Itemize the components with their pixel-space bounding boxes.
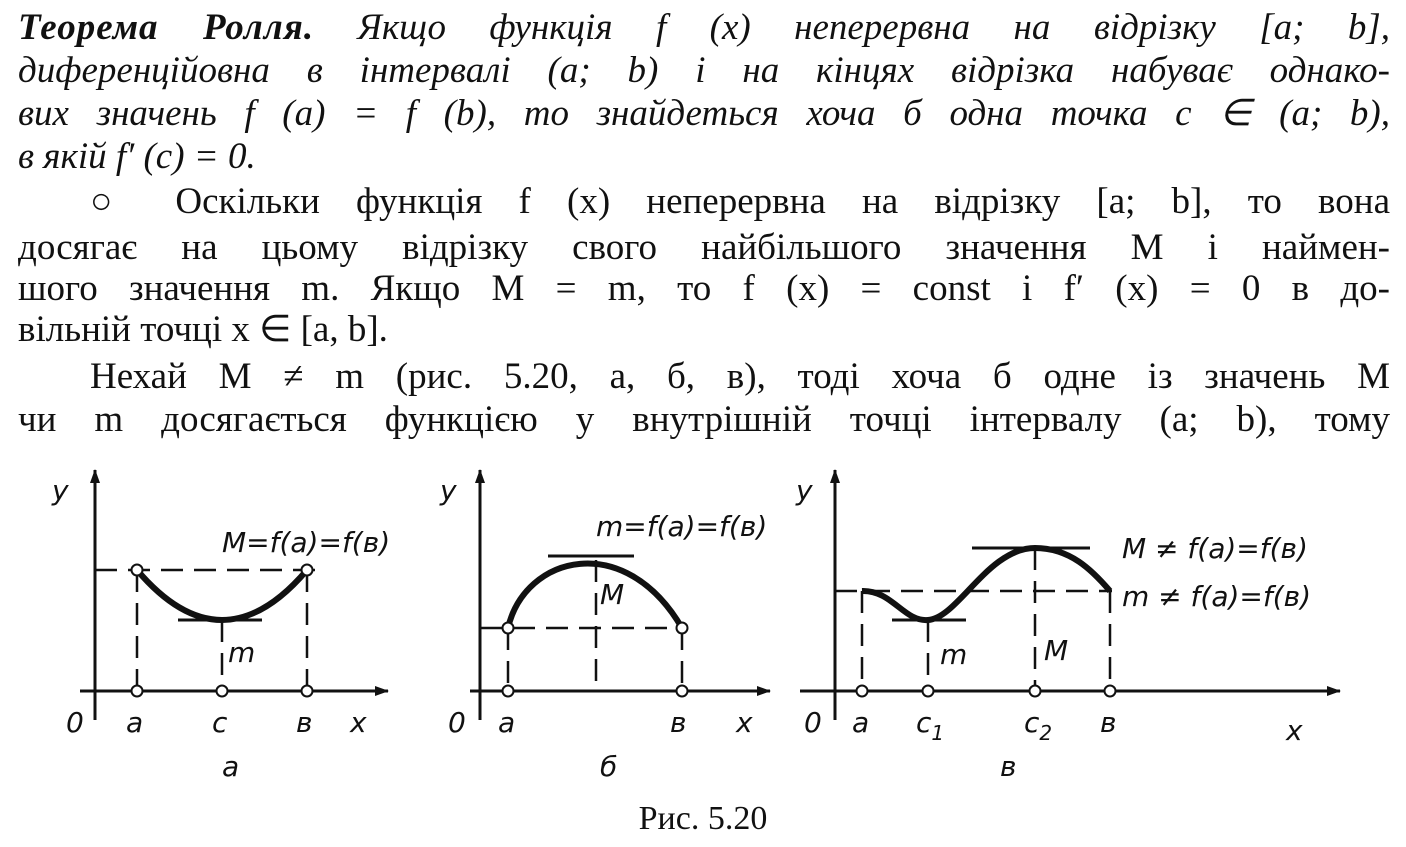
x-label: x bbox=[350, 706, 367, 739]
point bbox=[132, 565, 143, 576]
theorem-text-1: Якщо функція f (x) неперервна на відрізку [a; b], bbox=[357, 7, 1391, 48]
m-label: m bbox=[228, 636, 256, 669]
point bbox=[857, 686, 868, 697]
c-label: c bbox=[212, 706, 228, 739]
eq-label: m=f(a)=f(в) bbox=[596, 510, 768, 543]
proof-line-6: чи m досягається функцією у внутрішній точці інтервалу (a; b), тому bbox=[18, 399, 1390, 440]
x-label: x bbox=[1286, 714, 1303, 747]
curve-a bbox=[137, 570, 307, 620]
point bbox=[677, 623, 688, 634]
y-label: y bbox=[52, 474, 69, 507]
point bbox=[302, 686, 313, 697]
proof-line-3: шого значення m. Якщо M = m, то f (x) = const і f′ (x) = 0 в до- bbox=[18, 268, 1390, 309]
curve-c bbox=[862, 548, 1110, 620]
point bbox=[1105, 686, 1116, 697]
max-label: M bbox=[1044, 634, 1069, 667]
point bbox=[503, 686, 514, 697]
proof-line-4: вільній точці x ∈ [a, b]. bbox=[18, 309, 388, 350]
point bbox=[1030, 686, 1041, 697]
b-label: в bbox=[296, 706, 313, 739]
panel-a bbox=[80, 470, 391, 720]
point bbox=[923, 686, 934, 697]
theorem-line-2: диференційовна в інтервалі (a; b) і на кінцях відрізка набуває однако- bbox=[18, 50, 1390, 91]
c2-label: $c_2$ bbox=[1024, 706, 1053, 745]
c1-label: $c_1$ bbox=[916, 706, 945, 745]
b-label: в bbox=[670, 706, 687, 739]
point bbox=[132, 686, 143, 697]
point bbox=[217, 686, 228, 697]
theorem-title: Теорема Ролля. bbox=[18, 7, 315, 48]
proof-line-5: Нехай M ≠ m (рис. 5.20, a, б, в), тоді хоча б одне із значень M bbox=[90, 356, 1390, 397]
a-label: a bbox=[498, 706, 516, 739]
origin-label: 0 bbox=[804, 706, 822, 739]
max-eq-label: M ≠ f(a)=f(в) bbox=[1122, 532, 1308, 565]
m-label: m bbox=[940, 638, 968, 671]
theorem-line-4: в якій f′ (c) = 0. bbox=[18, 136, 256, 177]
proof-line-1: ○ Оскільки функція f (x) неперервна на відрізку [a; b], то вона bbox=[90, 181, 1390, 222]
y-label: y bbox=[440, 474, 457, 507]
figure-caption: Рис. 5.20 bbox=[638, 800, 768, 837]
panel-label: а bbox=[222, 750, 240, 783]
point bbox=[503, 623, 514, 634]
theorem-line-3: вих значень f (a) = f (b), то знайдеться хоча б одна точка c ∈ (a; b), bbox=[18, 93, 1390, 134]
a-label: a bbox=[852, 706, 870, 739]
eq-label: M=f(a)=f(в) bbox=[222, 526, 391, 559]
b-label: в bbox=[1100, 706, 1117, 739]
origin-label: 0 bbox=[448, 706, 466, 739]
panel-label: в bbox=[1000, 750, 1017, 783]
min-eq-label: m ≠ f(a)=f(в) bbox=[1122, 580, 1312, 613]
x-label: x bbox=[736, 706, 753, 739]
panel-label: б bbox=[600, 750, 618, 783]
origin-label: 0 bbox=[66, 706, 84, 739]
point bbox=[677, 686, 688, 697]
y-label: y bbox=[796, 474, 813, 507]
point bbox=[302, 565, 313, 576]
proof-line-2: досягає на цьому відрізку свого найбільшого значення M і наймен- bbox=[18, 227, 1390, 268]
max-label: M bbox=[600, 578, 625, 611]
a-label: a bbox=[126, 706, 144, 739]
